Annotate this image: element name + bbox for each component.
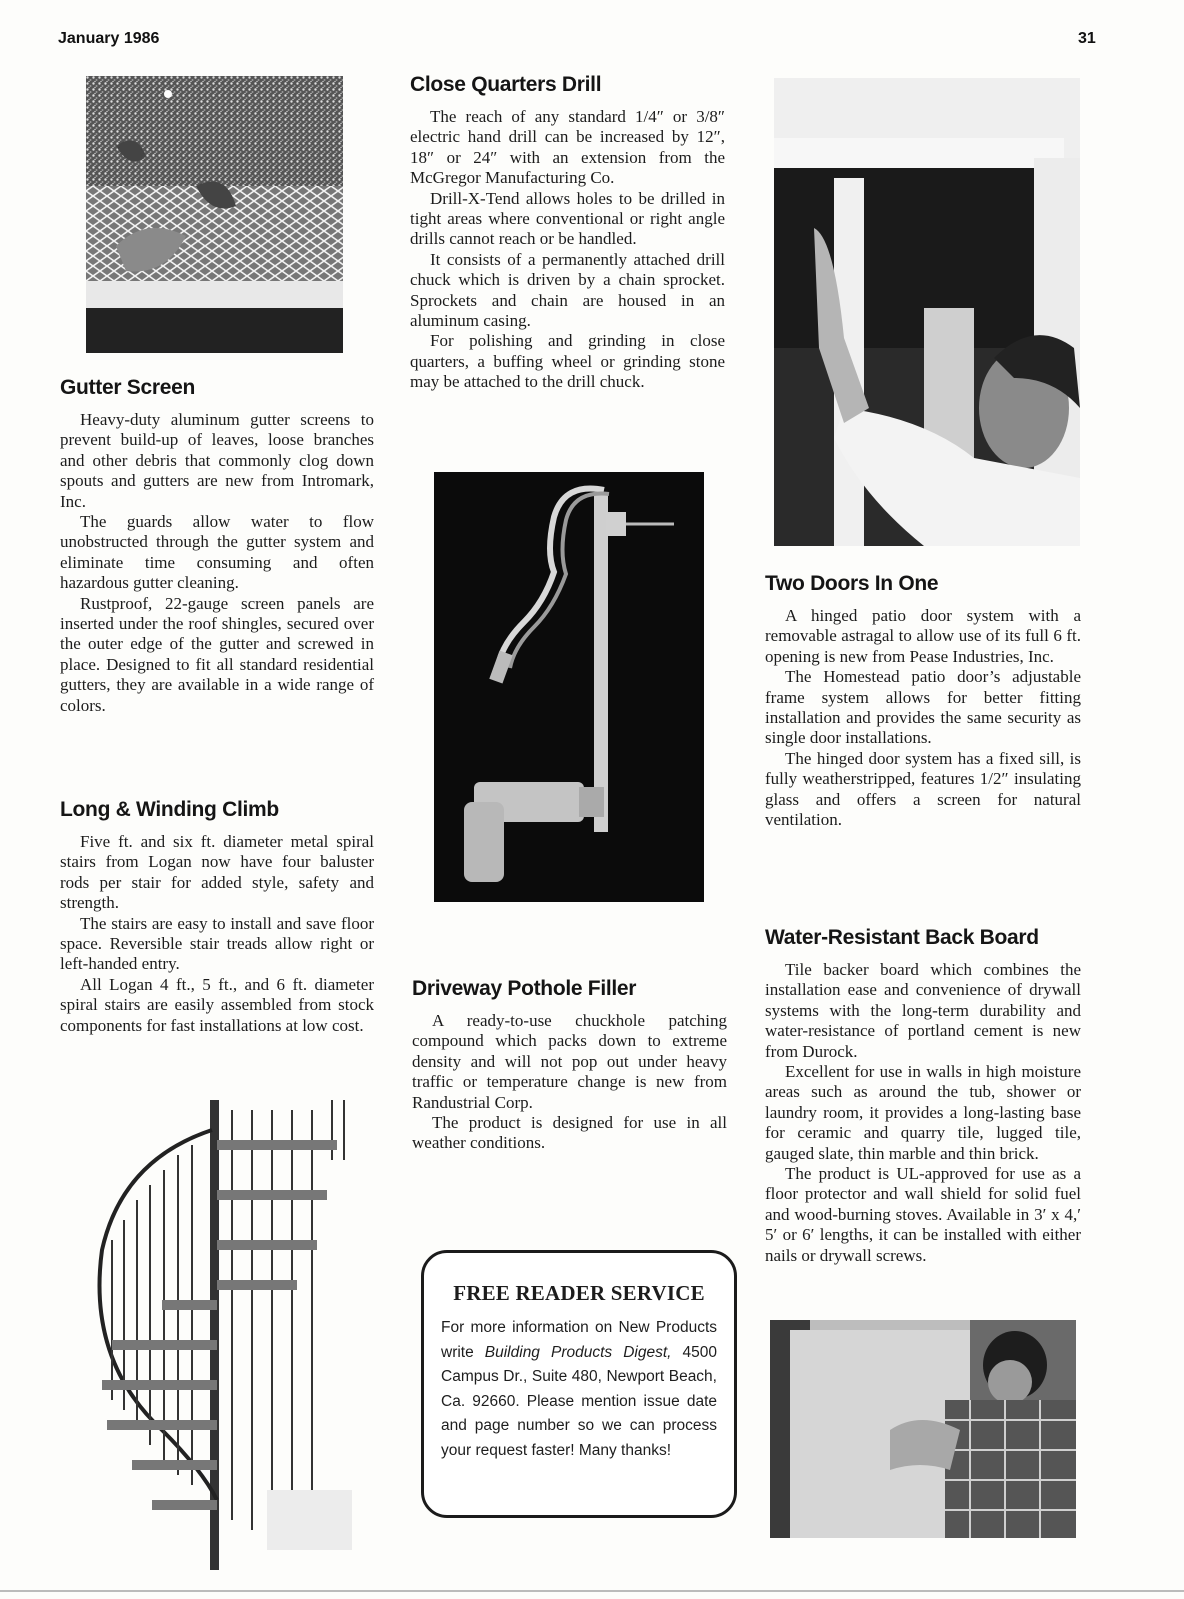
article-title: Close Quarters Drill <box>410 73 602 96</box>
article-title: Water-Resistant Back Board <box>765 926 1039 949</box>
article-paragraph: The hinged door system has a fixed sill, is fully weatherstripped, features 1/2″ insulating glass and offers a screen for natural ventilation. <box>765 748 1081 830</box>
spiral-stairs-photo <box>92 1100 357 1570</box>
article-paragraph: The stairs are easy to install and save floor space. Reversible stair treads allow right or left-handed entry. <box>60 913 374 974</box>
back-board-installation-photo <box>770 1320 1076 1538</box>
article-paragraph: The product is designed for use in all weather conditions. <box>412 1113 727 1153</box>
page-number: 31 <box>1078 30 1096 47</box>
patio-door-photo <box>774 78 1080 546</box>
article-paragraph: Heavy-duty aluminum gutter screens to prevent build-up of leaves, loose branches and other debris that commonly clog down spouts and gutters are new from Intromark, Inc. <box>60 410 374 511</box>
article-paragraph: A hinged patio door system with a removable astragal to allow use of its full 6 ft. opening is new from Pease Industries, Inc. <box>765 606 1081 666</box>
drill-extension-photo <box>434 472 704 902</box>
article-paragraph: All Logan 4 ft., 5 ft., and 6 ft. diameter spiral stairs are easily assembled from stock components for fast installations at low cost. <box>60 974 374 1035</box>
article-paragraph: For polishing and grinding in close quarters, a buffing wheel or grinding stone may be attached to the drill chuck. <box>410 331 725 392</box>
reader-service-title: FREE READER SERVICE <box>453 1281 705 1305</box>
article-title: Gutter Screen <box>60 376 195 399</box>
article-paragraph: The Homestead patio door’s adjustable frame system allows for better fitting installation and provides the same security as single door installations. <box>765 667 1081 748</box>
article-close-quarters-drill <box>410 73 725 393</box>
article-title: Two Doors In One <box>765 572 939 595</box>
article-paragraph: The product is UL-approved for use as a floor protector and wall shield for solid fuel and wood-burning stoves. Available in 3′ x 4,′ 5′ or 6′ lengths, it can be installed with either nails or drywall screws. <box>765 1164 1081 1265</box>
publication-name: Building Products Digest, <box>484 1343 672 1361</box>
article-paragraph: Rustproof, 22-gauge screen panels are inserted under the roof shingles, secured over the outer edge of the gutter and screwed in place. Designed to fit all standard residential gutters, they are available in a wide range of colors. <box>60 593 374 715</box>
reader-service-box <box>421 1250 737 1518</box>
reader-service-text: For more information on New Products write Building Products Digest, 4500 Campus Dr., Suite 480, Newport Beach, Ca. 92660. Please mention issue date and page number so we can process your request faster! Many thanks! <box>441 1319 717 1459</box>
page-bottom-rule <box>0 1590 1184 1592</box>
article-driveway-pothole-filler <box>412 977 727 1154</box>
article-paragraph: It consists of a permanently attached drill chuck which is driven by a chain sprocket. Sprockets and chain are housed in an aluminum casing. <box>410 249 725 331</box>
article-paragraph: The reach of any standard 1/4″ or 3/8″ electric hand drill can be increased by 12″, 18″ or 24″ with an extension from the McGregor Manufacturing Co. <box>410 107 725 188</box>
article-paragraph: Five ft. and six ft. diameter metal spiral stairs from Logan now have four baluster rods per stair for added style, safety and strength. <box>60 832 374 913</box>
article-paragraph: The guards allow water to flow unobstructed through the gutter system and eliminate time consuming and often hazardous gutter cleaning. <box>60 512 374 593</box>
article-paragraph: Tile backer board which combines the installation ease and convenience of drywall systems with the long-term durability and water-resistance of portland cement is new from Durock. <box>765 960 1081 1061</box>
article-long-winding-climb <box>60 798 374 1036</box>
article-title: Driveway Pothole Filler <box>412 977 637 1000</box>
article-two-doors-in-one <box>765 572 1081 830</box>
article-paragraph: Excellent for use in walls in high moisture areas such as around the tub, shower or laundry room, it provides a long-lasting base for ceramic and quarry tile, lugged tile, gauged slate, thin marble and thin brick. <box>765 1062 1081 1163</box>
article-gutter-screen <box>60 376 374 716</box>
article-paragraph: A ready-to-use chuckhole patching compound which packs down to extreme density and will not pop out under heavy traffic or temperature change is new from Randustrial Corp. <box>412 1011 727 1112</box>
issue-date: January 1986 <box>58 30 160 47</box>
article-paragraph: Drill-X-Tend allows holes to be drilled in tight areas where conventional or right angle drills cannot reach or be handled. <box>410 188 725 249</box>
article-title: Long & Winding Climb <box>60 798 279 821</box>
article-water-resistant-back-board <box>765 926 1081 1266</box>
gutter-screen-photo <box>86 76 343 353</box>
